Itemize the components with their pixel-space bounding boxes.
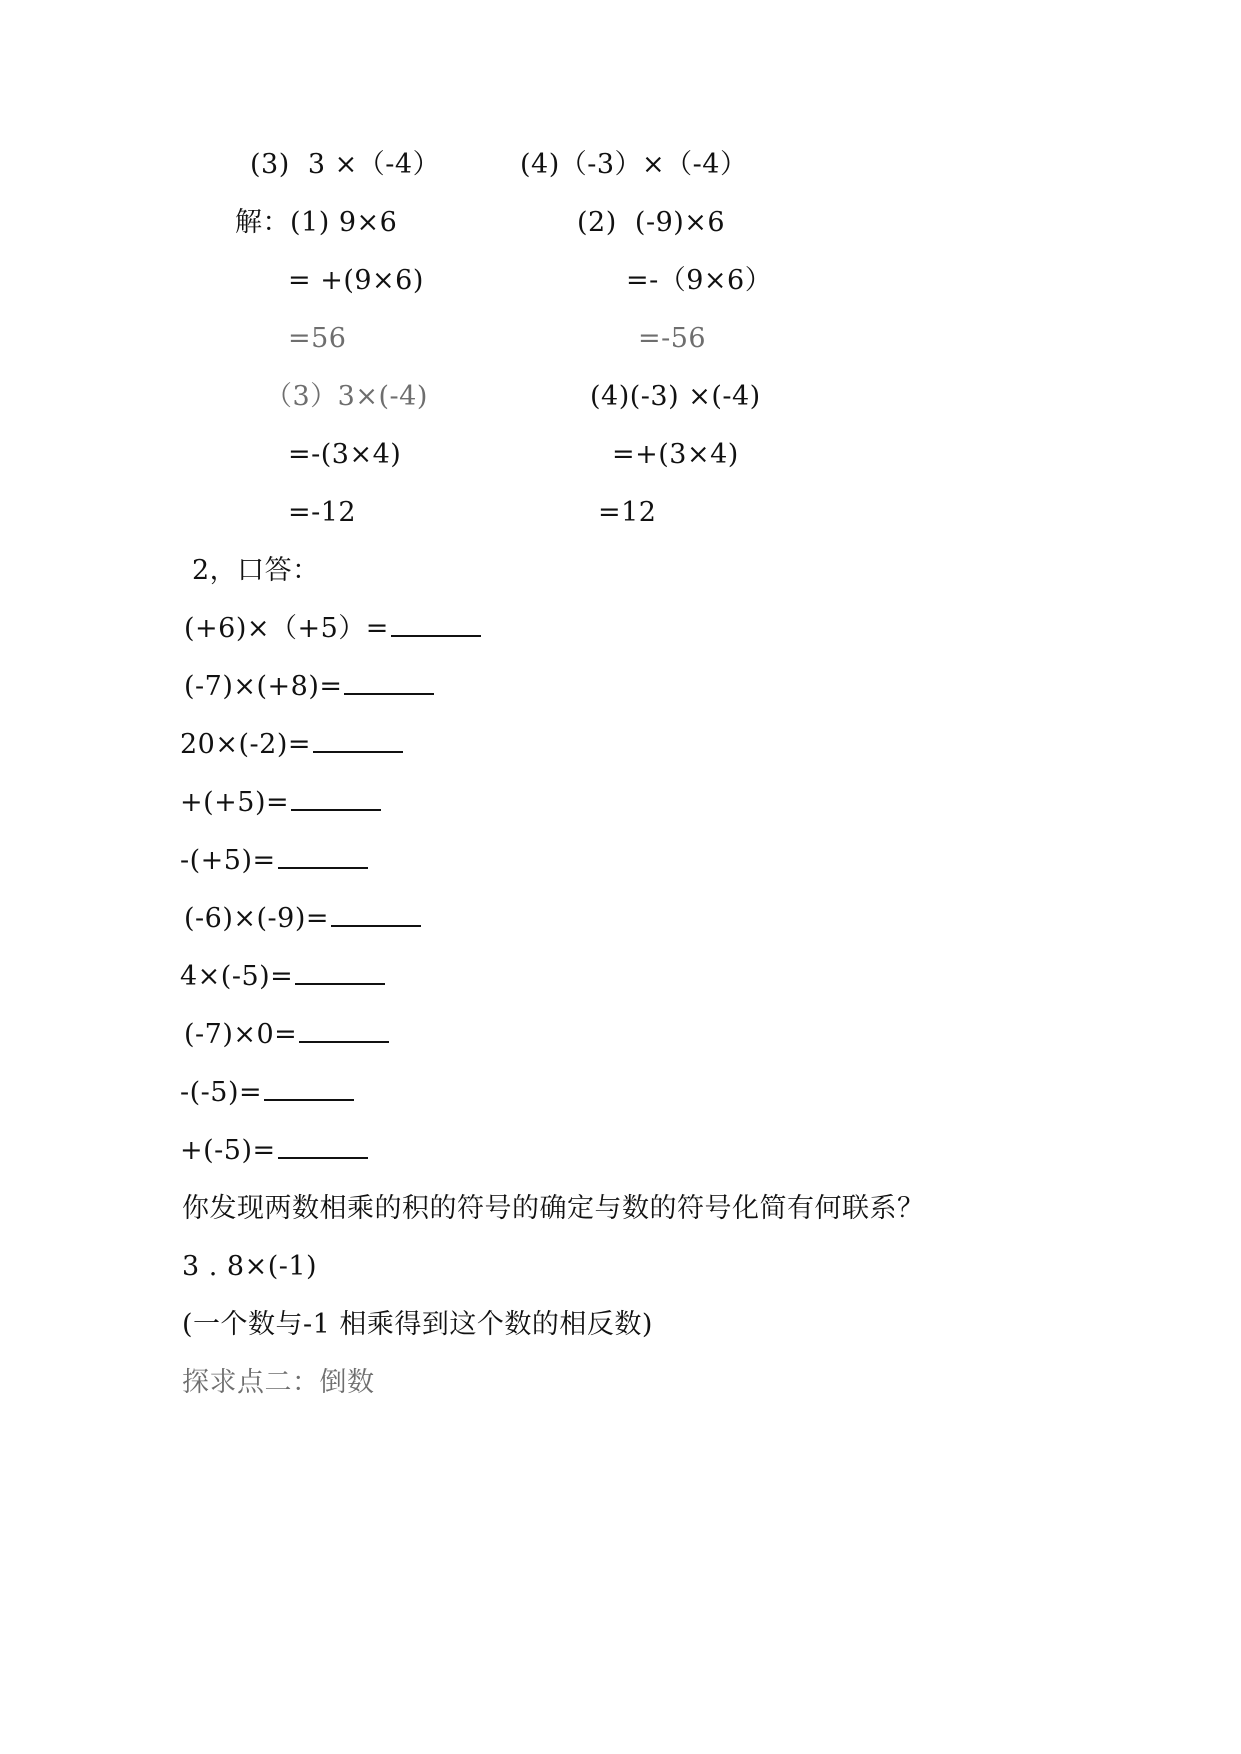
solution-col2-line2: =-（9×6） [626,265,773,296]
oral-heading: 2，口答： [192,555,320,586]
item3-expression: 3 . 8×(-1) [182,1251,318,1282]
answer-blank[interactable] [264,1077,354,1101]
answer-blank[interactable] [295,961,385,985]
oral-item: 20×(-2)= [180,728,403,762]
oral-item: (-7)×(+8)= [184,670,434,704]
oral-item: -(-5)= [180,1076,354,1110]
answer-blank[interactable] [278,845,368,869]
problem-3: (3) 3 ×（-4） [250,149,441,180]
answer-blank[interactable] [331,903,421,927]
oral-item: +(-5)= [180,1134,368,1168]
solution-col1-line6: =-12 [288,497,357,528]
solution-col2-line1: (2) (-9)×6 [577,207,726,238]
problem-4: (4)（-3）×（-4） [520,149,748,180]
solution-col2-line5: =+(3×4) [612,439,739,470]
item3-note: (一个数与-1 相乘得到这个数的相反数) [182,1309,653,1340]
solution-col2-line3: =-56 [638,323,707,354]
solution-col1-line1: (1) 9×6 [290,207,398,238]
answer-blank[interactable] [391,613,481,637]
solution-col1-line2: = +(9×6) [288,265,424,296]
oral-item: (-6)×(-9)= [184,902,421,936]
answer-blank[interactable] [313,729,403,753]
solution-col1-line5: =-(3×4) [288,439,402,470]
solution-label: 解： [235,207,290,238]
solution-col1-line4: （3）3×(-4) [265,381,428,412]
solution-col2-line6: =12 [598,497,657,528]
oral-item: (+6)×（+5）= [184,612,481,646]
oral-item: +(+5)= [180,786,381,820]
answer-blank[interactable] [291,787,381,811]
explore-heading: 探求点二：倒数 [182,1367,375,1398]
answer-blank[interactable] [299,1019,389,1043]
solution-col2-line4: (4)(-3) ×(-4) [590,381,761,412]
oral-item: 4×(-5)= [180,960,385,994]
oral-question: 你发现两数相乘的积的符号的确定与数的符号化简有何联系？ [182,1193,925,1224]
oral-item: -(+5)= [180,844,368,878]
answer-blank[interactable] [344,671,434,695]
oral-item: (-7)×0= [184,1018,389,1052]
answer-blank[interactable] [278,1135,368,1159]
solution-col1-line3: =56 [288,323,347,354]
